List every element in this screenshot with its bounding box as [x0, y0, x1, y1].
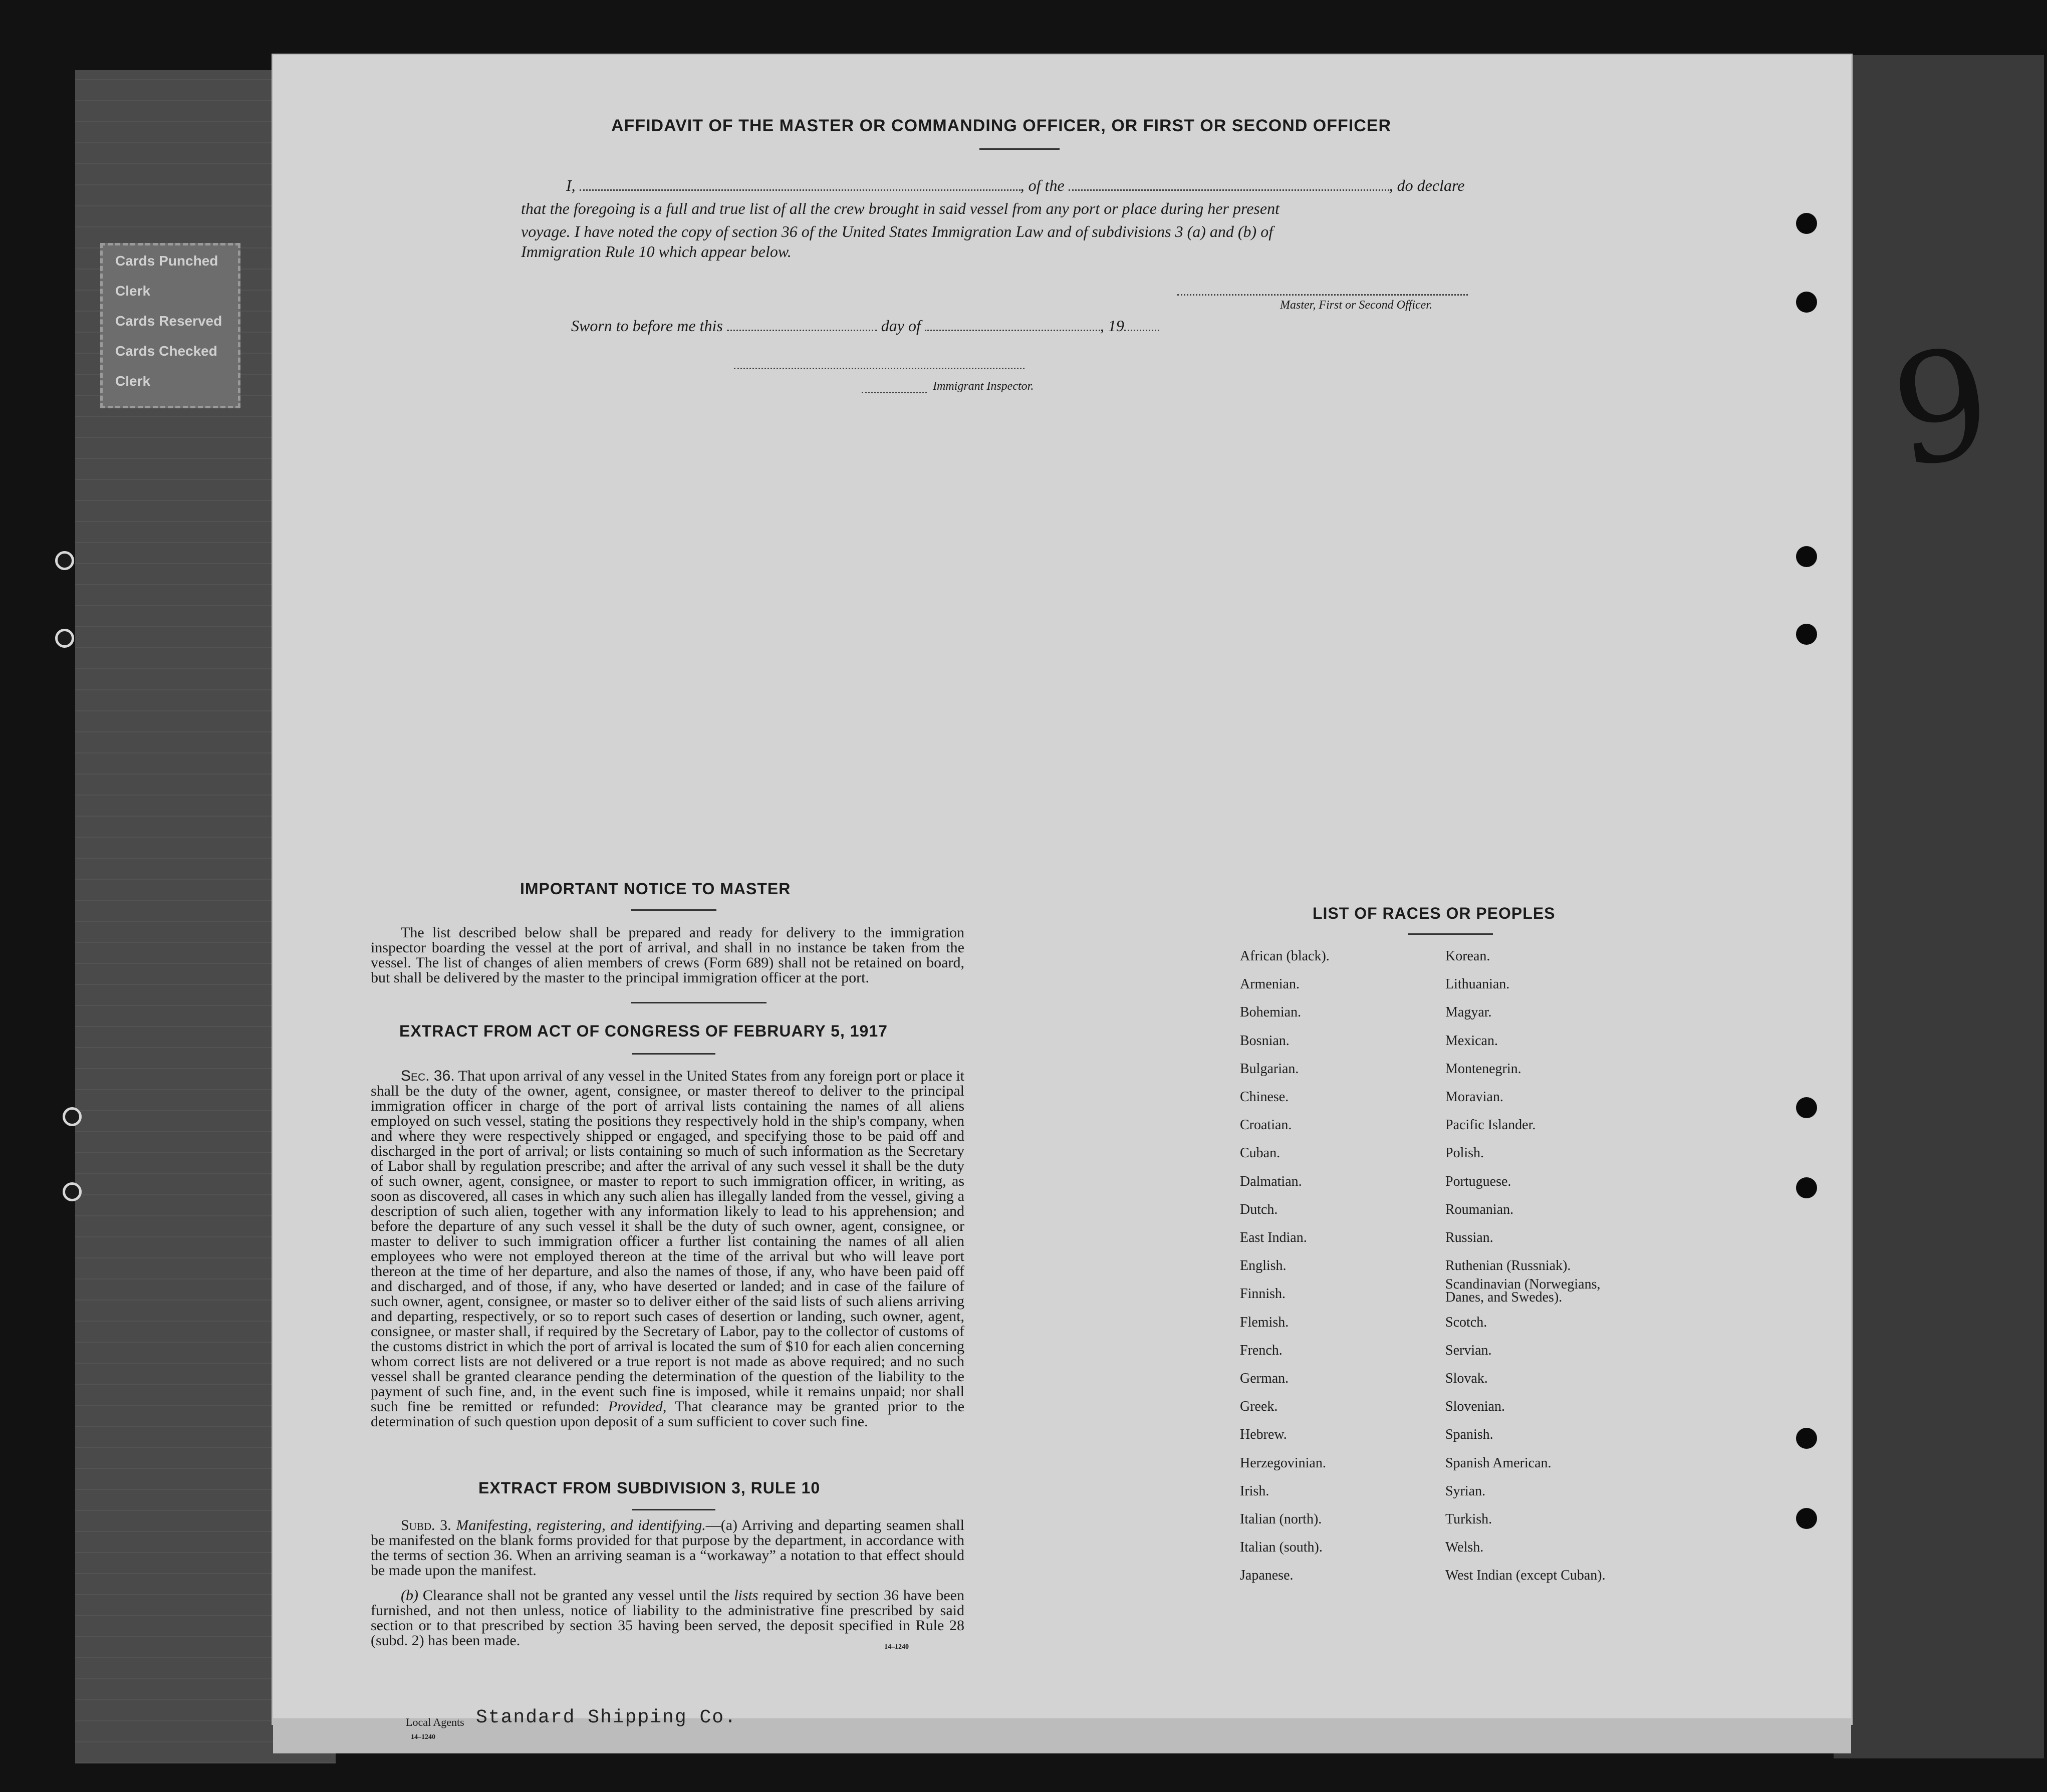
sworn-line	[571, 317, 1159, 335]
stamp-line: Cards Checked	[115, 343, 217, 359]
punch-hole-icon	[1796, 1508, 1817, 1529]
sworn-month-blank[interactable]	[925, 319, 1100, 331]
race-item: Bulgarian.	[1240, 1061, 1299, 1077]
race-item: Dalmatian.	[1240, 1173, 1302, 1189]
race-item: Polish.	[1445, 1145, 1484, 1161]
race-item: East Indian.	[1240, 1230, 1307, 1245]
text-i: I,	[566, 176, 576, 194]
affidavit-title: AFFIDAVIT OF THE MASTER OR COMMANDING OFFICER, OR FIRST OR SECOND OFFICER	[611, 116, 1391, 135]
inspector-caption: Immigrant Inspector.	[933, 380, 1034, 393]
notice-title: IMPORTANT NOTICE TO MASTER	[520, 880, 791, 898]
notice-body: The list described below shall be prepared and ready for delivery to the immigration inspector boarding the vessel at the port of arrival, and shall in no instance be taken from the vessel. The list of changes of alien members of crews (Form 689) shall not be retained on board, but shall be delivered by the master to the principal immigration officer at the port.	[371, 924, 964, 986]
extract-act-body	[371, 1069, 964, 1429]
race-item: Spanish American.	[1445, 1455, 1552, 1471]
punch-hole-icon	[1796, 624, 1817, 645]
stamp-line: Cards Reserved	[115, 313, 222, 329]
extract-rule-title: EXTRACT FROM SUBDIVISION 3, RULE 10	[478, 1479, 821, 1497]
race-item: Greek.	[1240, 1399, 1278, 1415]
text-sworn: Sworn to before me this	[571, 317, 723, 335]
race-item: Portuguese.	[1445, 1173, 1511, 1189]
subd-b-lists: lists	[734, 1587, 758, 1604]
race-item: African (black).	[1240, 948, 1330, 964]
race-item: Bohemian.	[1240, 1004, 1302, 1020]
master-signature-blank[interactable]	[1177, 283, 1468, 296]
affidavit-line-1	[566, 176, 1464, 195]
text-year: , 19	[1100, 317, 1124, 335]
subd-b-body	[371, 1588, 964, 1648]
race-item: Mexican.	[1445, 1033, 1498, 1049]
race-item: Hebrew.	[1240, 1427, 1287, 1443]
extract-act-title: EXTRACT FROM ACT OF CONGRESS OF FEBRUARY 5, 1917	[399, 1022, 888, 1040]
sworn-year-blank[interactable]	[1124, 319, 1159, 331]
punch-hole-icon	[1796, 546, 1817, 567]
extract-rule-underline	[632, 1509, 715, 1510]
race-item: Italian (north).	[1240, 1511, 1322, 1527]
stamp-line: Clerk	[115, 283, 151, 299]
subd-b-text-end: required by section 36 have been furnished, and not then unless, notice of liability to the administrative fine prescribed by said section or to that prescribed by section 35 having been served, the deposit specified in Rule 28 (subd. 2) has been made.	[371, 1587, 964, 1649]
name-blank[interactable]	[580, 178, 1020, 191]
race-item: Russian.	[1445, 1230, 1493, 1245]
subd-a-text: Arriving and departing seamen shall be manifested on the blank forms provided for that purpose by the department, in accordance with the terms of section 36. When an arriving seaman is a “workaway” a notation to that effect should be made upon the manifest.	[371, 1517, 964, 1579]
race-item: Slovenian.	[1445, 1399, 1505, 1415]
notice-underline	[631, 909, 716, 911]
text-day-of: day of	[881, 317, 921, 335]
section-divider	[631, 1002, 766, 1003]
race-item: Irish.	[1240, 1483, 1269, 1499]
form-number: 14–1240	[884, 1643, 909, 1651]
subd-label: Subd. 3.	[401, 1517, 451, 1533]
race-item: Pacific Islander.	[1445, 1117, 1536, 1133]
subd-a-body	[371, 1518, 964, 1578]
race-item: Scotch.	[1445, 1314, 1487, 1330]
race-item: Dutch.	[1240, 1201, 1278, 1217]
races-underline	[1408, 933, 1493, 935]
binding-hole-icon	[55, 629, 74, 648]
race-item: Armenian.	[1240, 976, 1300, 992]
inspector-signature-blank[interactable]	[734, 357, 1025, 369]
master-caption: Master, First or Second Officer.	[1280, 299, 1432, 312]
race-item: Roumanian.	[1445, 1201, 1514, 1217]
race-item: Korean.	[1445, 948, 1490, 964]
subd-heading: Manifesting, registering, and identifying.	[456, 1517, 706, 1533]
sec-36-text-end: That clearance may be granted prior to the determination of such question upon deposit of a sum sufficient to cover such fine.	[371, 1398, 965, 1430]
stamp-line: Clerk	[115, 373, 151, 389]
race-item: Montenegrin.	[1445, 1061, 1521, 1077]
race-item: English.	[1240, 1258, 1287, 1274]
title-underline	[979, 148, 1060, 150]
race-item: Herzegovinian.	[1240, 1455, 1326, 1471]
race-item: Welsh.	[1445, 1540, 1484, 1556]
extract-act-underline	[632, 1053, 715, 1055]
race-item: Italian (south).	[1240, 1540, 1323, 1556]
handwritten-number: 9	[1882, 315, 2001, 501]
subd-b-label: (b)	[401, 1587, 418, 1604]
race-item: Cuban.	[1240, 1145, 1281, 1161]
race-item: Lithuanian.	[1445, 976, 1510, 992]
sec-36-label: Sec. 36.	[401, 1068, 455, 1084]
sworn-day-blank[interactable]	[727, 319, 877, 331]
inspector-prefix-blank[interactable]	[862, 381, 927, 393]
race-item: French.	[1240, 1342, 1283, 1358]
text-of-the: , of the	[1020, 176, 1065, 194]
race-item: Spanish.	[1445, 1427, 1493, 1443]
race-item: Magyar.	[1445, 1004, 1492, 1020]
underlying-sheet-right	[1834, 55, 2044, 1758]
race-item: Servian.	[1445, 1342, 1492, 1358]
race-item: Syrian.	[1445, 1483, 1486, 1499]
stamp-line: Cards Punched	[115, 253, 218, 269]
race-item: Chinese.	[1240, 1089, 1289, 1105]
manifest-page	[273, 55, 1851, 1723]
race-item: Moravian.	[1445, 1089, 1503, 1105]
race-item: Finnish.	[1240, 1286, 1286, 1302]
subd-b-text: Clearance shall not be granted any vessel until the	[422, 1587, 730, 1604]
race-item: Croatian.	[1240, 1117, 1292, 1133]
races-title: LIST OF RACES OR PEOPLES	[1313, 904, 1556, 922]
punch-hole-icon	[1796, 1177, 1817, 1198]
race-item: Turkish.	[1445, 1511, 1492, 1527]
local-agents-value: Standard Shipping Co.	[476, 1707, 737, 1728]
punch-hole-icon	[1796, 1097, 1817, 1118]
race-item: Slovak.	[1445, 1371, 1488, 1386]
sec-36-text: That upon arrival of any vessel in the United States from any foreign port or place it shall be the duty of the owner, agent, consignee, or master thereof to deliver to the principal immigration officer in charge of the port of arrival lists containing the names of all aliens employed on such vessel, stating the positions they respectively hold in the ship's company, when and where they were respectively shipped or engaged, and specifying those to be paid off and discharged in the port of arrival; or lists containing so much of such information as the Secretary of Labor shall by regulation prescribe; and after the arrival of any such vessel it shall be the duty of such owner, agent, consignee, or master to report to such immigration officer, in writing, as soon as discovered, all cases in which any such alien has illegally landed from the vessel, giving a description of such alien, together with any information likely to lead to his apprehension; and before the departure of any such vessel it shall be the duty of such owner, agent, consignee, or master to deliver to such immigration officer a further list containing the names of all alien employees who were not employed thereon at the time of the arrival but who will leave port thereon at the time of her departure, and also the names of those, if any, who have been paid off and discharged, and of those, if any, who have deserted or landed; and in case of the failure of such owner, agent, consignee, or master so to deliver either of the said lists of such aliens arriving and departing, respectively, or so to report such cases of desertion or landing, such owner, agent, consignee, or master shall, if required by the Secretary of Labor, pay to the collector of customs of the customs district in which the port of arrival is located the sum of $10 for each alien concerning whom correct lists are not delivered or a true report is not made as above required; and no such vessel shall be granted clearance pending the determination of the question of the liability to the payment of such fine, and, in the event such fine is imposed, while it remains unpaid; nor shall such fine be remitted or refunded:	[371, 1068, 965, 1415]
text-declare: , do declare	[1389, 176, 1465, 194]
race-item: West Indian (except Cuban).	[1445, 1568, 1606, 1584]
binding-hole-icon	[63, 1182, 82, 1201]
binding-hole-icon	[63, 1107, 82, 1126]
affidavit-line-2: that the foregoing is a full and true list of all the crew brought in said vessel from any port or place during her present	[521, 199, 1280, 217]
binding-hole-icon	[55, 551, 74, 570]
punch-hole-icon	[1796, 292, 1817, 313]
race-item: Japanese.	[1240, 1568, 1294, 1584]
punch-hole-icon	[1796, 1428, 1817, 1449]
vessel-blank[interactable]	[1069, 178, 1389, 191]
race-item: Scandinavian (Norwegians, Danes, and Swedes).	[1445, 1276, 1601, 1306]
race-item: German.	[1240, 1371, 1289, 1386]
affidavit-line-3: voyage. I have noted the copy of section 36 of the United States Immigration Law and of subdivisions 3 (a) and (b) of	[521, 222, 1273, 240]
affidavit-line-4: Immigration Rule 10 which appear below.	[521, 242, 792, 261]
footer-form-number: 14–1240	[411, 1733, 435, 1741]
provided-text: Provided,	[608, 1398, 667, 1415]
subd-a-label: —(a)	[705, 1517, 738, 1533]
race-item: Ruthenian (Russniak).	[1445, 1258, 1571, 1274]
race-item: Flemish.	[1240, 1314, 1289, 1330]
race-item: Bosnian.	[1240, 1033, 1290, 1049]
local-agents-label: Local Agents	[406, 1716, 464, 1728]
punch-hole-icon	[1796, 213, 1817, 234]
